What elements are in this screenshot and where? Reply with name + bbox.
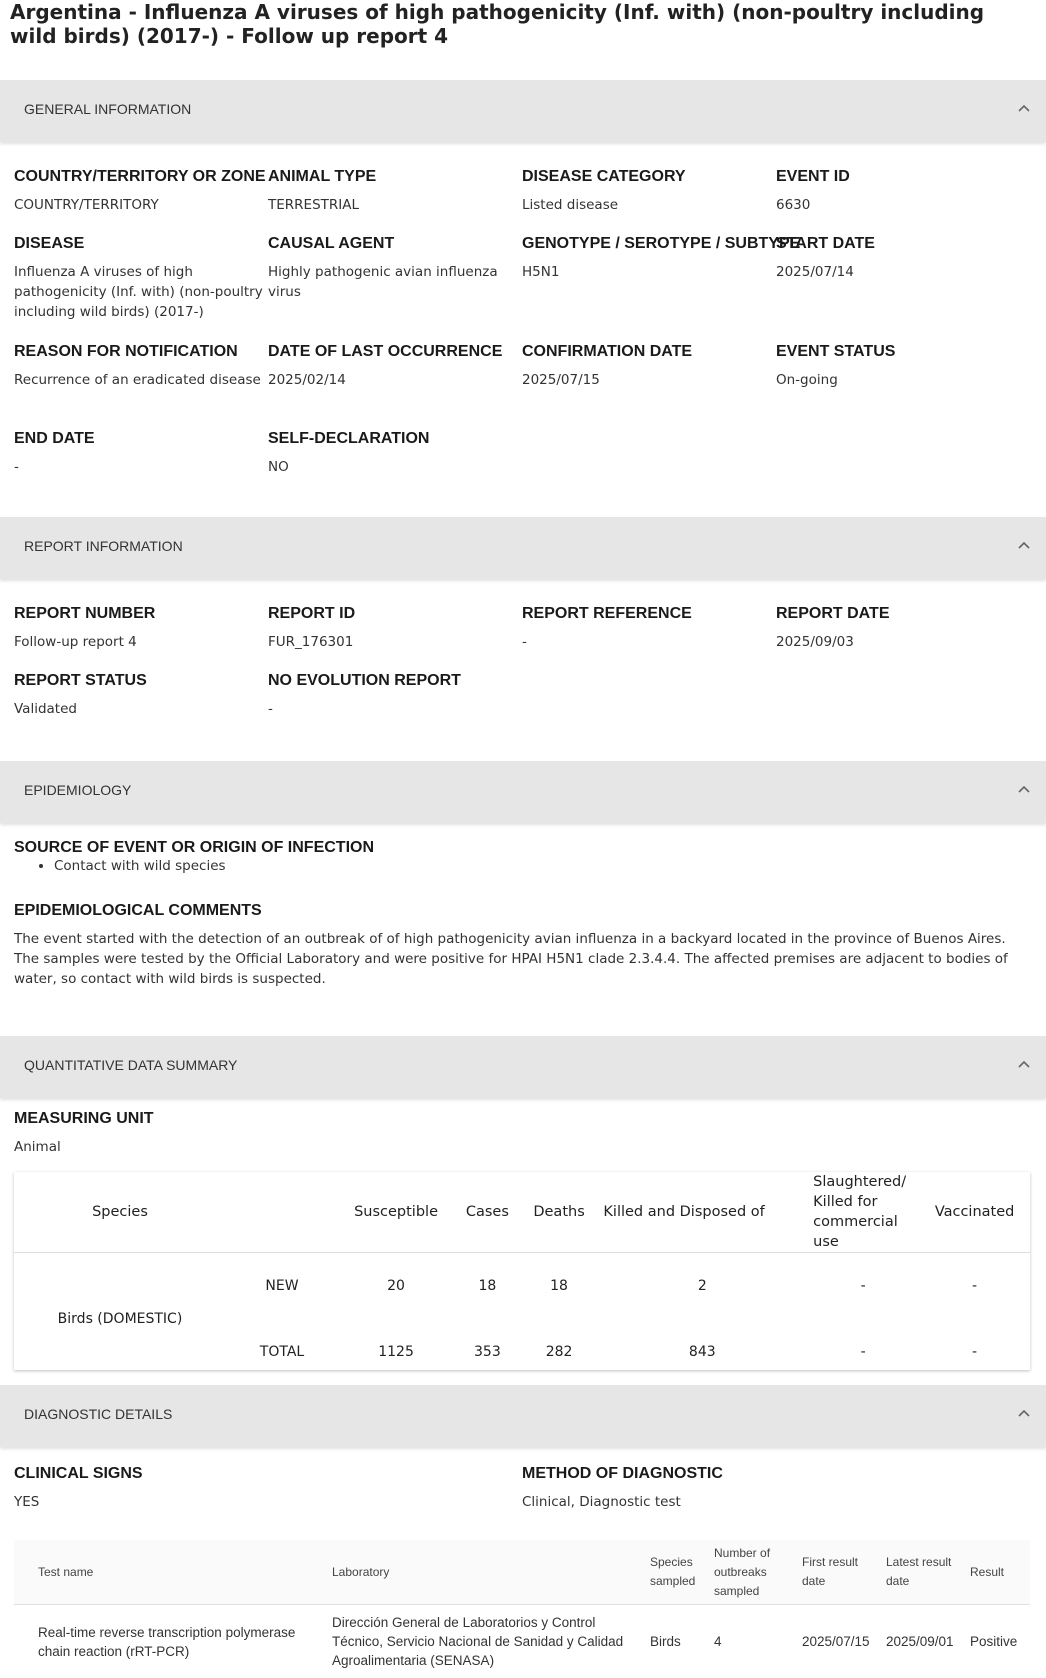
col-species-sampled: Species sampled: [646, 1540, 710, 1605]
field-value: On-going: [776, 370, 1026, 390]
table-row: [14, 1253, 1030, 1320]
source-list: [38, 858, 226, 874]
section-title: GENERAL INFORMATION: [24, 101, 191, 117]
cell-susceptible: 20: [338, 1253, 454, 1320]
cell-cases: 353: [454, 1319, 521, 1385]
field-label: CAUSAL AGENT: [268, 234, 518, 254]
field-value: -: [14, 457, 264, 477]
field-value: H5N1: [522, 262, 772, 282]
field-label: DISEASE CATEGORY: [522, 167, 772, 187]
table-header-row: [14, 1540, 1030, 1605]
col-outbreaks-sampled: Number of outbreaks sampled: [710, 1540, 798, 1605]
field-last-occurrence: [268, 342, 518, 390]
field-label: END DATE: [14, 429, 264, 449]
field-label: REPORT ID: [268, 604, 518, 624]
col-slaughtered: Slaughtered/ Killed for commercial use: [807, 1172, 919, 1253]
field-value: -: [522, 632, 772, 652]
cell-deaths: 282: [521, 1319, 598, 1385]
col-species: Species: [14, 1172, 226, 1253]
field-value: 6630: [776, 195, 1026, 215]
field-value: Influenza A viruses of high pathogenicity (Inf. with) (non-poultry including wild birds) (2017-): [14, 262, 264, 322]
field-value: 2025/09/03: [776, 632, 1026, 652]
field-animal-type: [268, 167, 518, 215]
col-kind: [226, 1172, 338, 1253]
chevron-up-icon[interactable]: [1016, 537, 1032, 553]
field-country: [14, 167, 264, 215]
field-value: COUNTRY/TERRITORY: [14, 195, 264, 215]
cell-vaccinated: -: [919, 1253, 1030, 1320]
cell-vaccinated: -: [919, 1319, 1030, 1385]
col-susceptible: Susceptible: [338, 1172, 454, 1253]
field-measuring-unit: [14, 1109, 264, 1157]
field-label: REPORT NUMBER: [14, 604, 264, 624]
field-value: 2025/07/14: [776, 262, 1026, 282]
field-label: DISEASE: [14, 234, 264, 254]
field-no-evolution-report: [268, 671, 518, 719]
section-header-diagnostic-details[interactable]: [0, 1385, 1046, 1447]
quantitative-table: [14, 1172, 1030, 1370]
chevron-up-icon[interactable]: [1016, 781, 1032, 797]
field-start-date: [776, 234, 1026, 282]
field-report-id: [268, 604, 518, 652]
cell-outbreaks-sampled: 4: [710, 1605, 798, 1678]
section-title: REPORT INFORMATION: [24, 538, 183, 554]
col-vaccinated: Vaccinated: [919, 1172, 1030, 1253]
list-item: • Contact with wild species: [54, 858, 226, 874]
field-value: FUR_176301: [268, 632, 518, 652]
field-confirmation-date: [522, 342, 772, 390]
cell-result: Positive: [966, 1605, 1030, 1678]
col-result: Result: [966, 1540, 1030, 1605]
field-label: DATE OF LAST OCCURRENCE: [268, 342, 518, 362]
cell-cases: 18: [454, 1253, 521, 1320]
field-label: START DATE: [776, 234, 1026, 254]
field-event-id: [776, 167, 1026, 215]
field-self-declaration: [268, 429, 518, 477]
field-value: YES: [14, 1492, 264, 1512]
field-label: CLINICAL SIGNS: [14, 1464, 264, 1484]
section-title: DIAGNOSTIC DETAILS: [24, 1406, 172, 1422]
field-label: EVENT ID: [776, 167, 1026, 187]
epidemiological-comments-label: EPIDEMIOLOGICAL COMMENTS: [14, 901, 262, 921]
cell-test-name: Real-time reverse transcription polymerase chain reaction (rRT-PCR): [14, 1605, 328, 1678]
field-value: 2025/02/14: [268, 370, 518, 390]
field-label: REPORT STATUS: [14, 671, 264, 691]
table-header-row: [14, 1172, 1030, 1253]
field-method-of-diagnostic: [522, 1464, 922, 1512]
row-kind: NEW: [226, 1253, 338, 1320]
field-report-date: [776, 604, 1026, 652]
field-value: Clinical, Diagnostic test: [522, 1492, 922, 1512]
chevron-up-icon[interactable]: [1016, 1405, 1032, 1421]
table-row: [14, 1605, 1030, 1678]
col-test-name: Test name: [14, 1540, 328, 1605]
section-header-quantitative-data-summary[interactable]: [0, 1036, 1046, 1098]
page-title: Argentina - Influenza A viruses of high pathogenicity (Inf. with) (non-poultry including wild birds) (2017-) - Follow up report 4: [10, 0, 1010, 48]
field-label: CONFIRMATION DATE: [522, 342, 772, 362]
section-title: QUANTITATIVE DATA SUMMARY: [24, 1057, 237, 1073]
cell-first-result-date: 2025/07/15: [798, 1605, 882, 1678]
field-label: GENOTYPE / SEROTYPE / SUBTYPE: [522, 234, 772, 254]
col-deaths: Deaths: [521, 1172, 598, 1253]
field-value: NO: [268, 457, 518, 477]
source-of-event-label: SOURCE OF EVENT OR ORIGIN OF INFECTION: [14, 838, 374, 858]
diagnostic-table: [14, 1540, 1030, 1678]
field-disease-category: [522, 167, 772, 215]
field-label: NO EVOLUTION REPORT: [268, 671, 518, 691]
cell-laboratory: Dirección General de Laboratorios y Control Técnico, Servicio Nacional de Sanidad y Calidad Agroalimentaria (SENASA): [328, 1605, 646, 1678]
chevron-up-icon[interactable]: [1016, 100, 1032, 116]
field-label: REASON FOR NOTIFICATION: [14, 342, 264, 362]
field-clinical-signs: [14, 1464, 264, 1512]
cell-killed-disposed: 843: [597, 1319, 807, 1385]
field-label: ANIMAL TYPE: [268, 167, 518, 187]
col-laboratory: Laboratory: [328, 1540, 646, 1605]
field-report-reference: [522, 604, 772, 652]
field-reason: [14, 342, 264, 390]
epidemiological-comments: The event started with the detection of an outbreak of of high pathogenicity avian influenza in a backyard located in the province of Buenos Aires. The samples were tested by the Official Laboratory and were positive for HPAI H5N1 clade 2.3.4.4. The affected premises are adjacent to bodies of water, so contact with wild birds is suspected.: [14, 929, 1029, 989]
col-cases: Cases: [454, 1172, 521, 1253]
field-value: Follow-up report 4: [14, 632, 264, 652]
field-label: REPORT DATE: [776, 604, 1026, 624]
field-value: 2025/07/15: [522, 370, 772, 390]
field-end-date: [14, 429, 264, 477]
field-value: Recurrence of an eradicated disease: [14, 370, 264, 390]
section-header-report-information[interactable]: [0, 517, 1046, 579]
cell-slaughtered: -: [807, 1319, 919, 1385]
field-value: Listed disease: [522, 195, 772, 215]
col-latest-result-date: Latest result date: [882, 1540, 966, 1605]
field-label: SELF-DECLARATION: [268, 429, 518, 449]
field-report-status: [14, 671, 264, 719]
field-label: METHOD OF DIAGNOSTIC: [522, 1464, 922, 1484]
section-header-epidemiology[interactable]: [0, 761, 1046, 823]
field-label: EVENT STATUS: [776, 342, 1026, 362]
row-kind: TOTAL: [226, 1319, 338, 1385]
cell-species-sampled: Birds: [646, 1605, 710, 1678]
species-cell: Birds (DOMESTIC): [14, 1253, 226, 1386]
field-report-number: [14, 604, 264, 652]
col-killed-disposed: Killed and Disposed of: [597, 1172, 807, 1253]
field-event-status: [776, 342, 1026, 390]
cell-latest-result-date: 2025/09/01: [882, 1605, 966, 1678]
field-label: REPORT REFERENCE: [522, 604, 772, 624]
field-value: Animal: [14, 1137, 264, 1157]
field-value: Highly pathogenic avian influenza virus: [268, 262, 518, 302]
col-first-result-date: First result date: [798, 1540, 882, 1605]
field-label: MEASURING UNIT: [14, 1109, 264, 1129]
cell-susceptible: 1125: [338, 1319, 454, 1385]
cell-killed-disposed: 2: [597, 1253, 807, 1320]
field-value: -: [268, 699, 518, 719]
field-causal-agent: [268, 234, 518, 302]
chevron-up-icon[interactable]: [1016, 1056, 1032, 1072]
field-value: Validated: [14, 699, 264, 719]
section-header-general-information[interactable]: [0, 80, 1046, 142]
field-label: COUNTRY/TERRITORY OR ZONE: [14, 167, 264, 187]
field-value: TERRESTRIAL: [268, 195, 518, 215]
cell-slaughtered: -: [807, 1253, 919, 1320]
field-genotype: [522, 234, 772, 282]
field-disease: [14, 234, 264, 322]
cell-deaths: 18: [521, 1253, 598, 1320]
section-title: EPIDEMIOLOGY: [24, 782, 131, 798]
